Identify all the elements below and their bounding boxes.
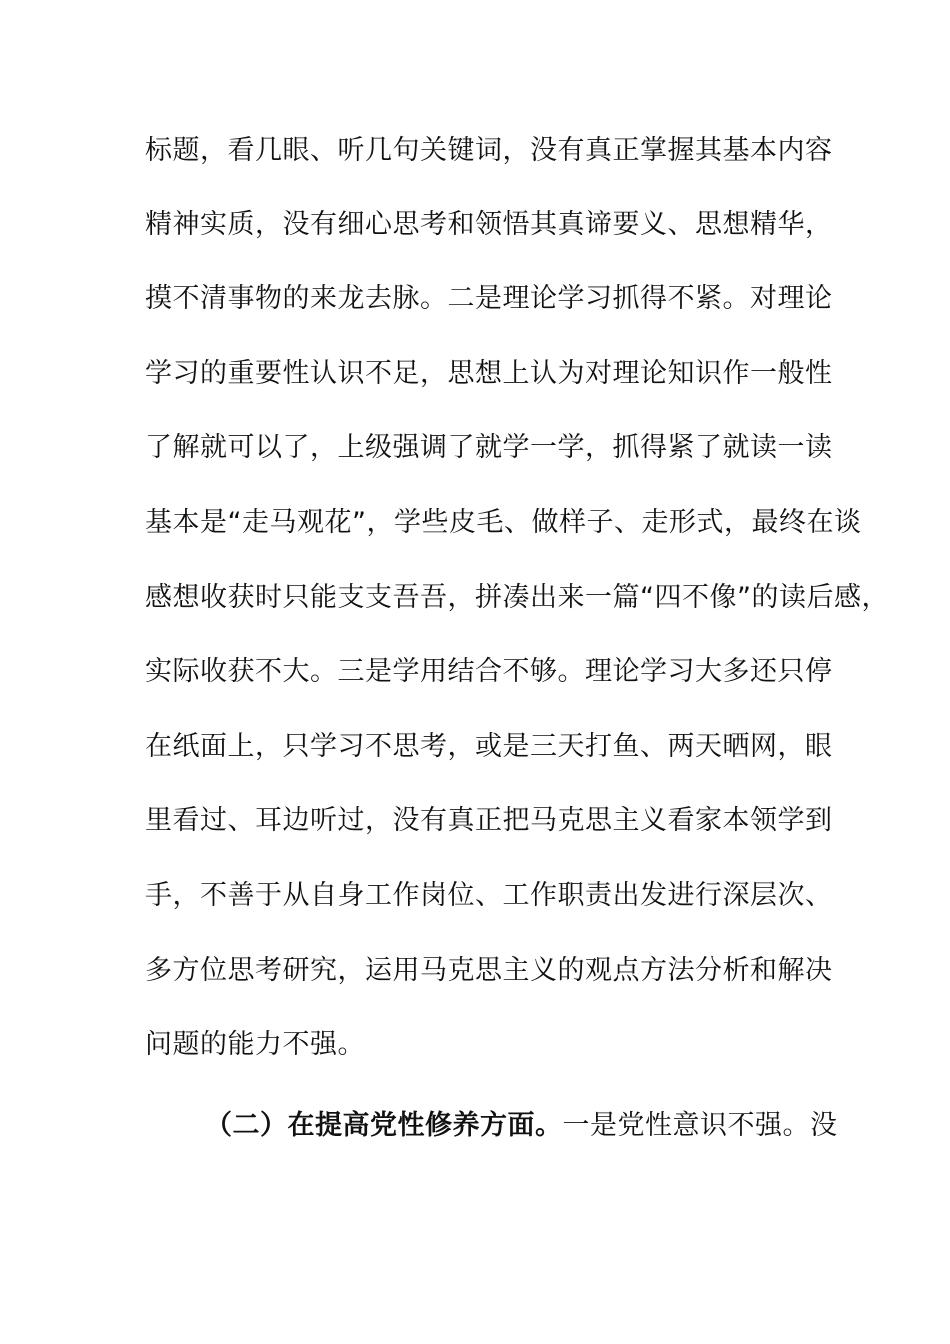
paragraph-line-4: 学习的重要性认识不足，思想上认为对理论知识作一般性	[145, 358, 833, 389]
section-heading: （二）在提高党性修养方面。	[205, 1110, 563, 1141]
section-heading-line	[205, 1108, 838, 1144]
paragraph-line-8: 实际收获不大。三是学用结合不够。理论学习大多还只停	[145, 656, 833, 687]
section-heading-text: 一是党性意识不强。没	[562, 1110, 838, 1141]
paragraph-line-9: 在纸面上，只学习不思考，或是三天打鱼、两天晒网，眼	[145, 731, 833, 762]
paragraph-line-12: 多方位思考研究，运用马克思主义的观点方法分析和解决	[145, 955, 833, 986]
paragraph-line-2: 精神实质，没有细心思考和领悟其真谛要义、思想精华，	[145, 209, 833, 240]
paragraph-line-13: 问题的能力不强。	[145, 1029, 365, 1060]
paragraph-line-5: 了解就可以了，上级强调了就学一学，抓得紧了就读一读	[145, 432, 833, 463]
paragraph-line-11: 手，不善于从自身工作岗位、工作职责出发进行深层次、	[145, 880, 833, 911]
paragraph-line-7: 感想收获时只能支支吾吾，拼凑出来一篇“四不像”的读后感，	[145, 582, 889, 613]
paragraph-line-6: 基本是“走马观花”，学些皮毛、做样子、走形式，最终在谈	[145, 507, 862, 538]
paragraph-line-1: 标题，看几眼、听几句关键词，没有真正掌握其基本内容	[145, 135, 833, 166]
paragraph-line-10: 里看过、耳边听过，没有真正把马克思主义看家本领学到	[145, 805, 833, 836]
paragraph-line-3: 摸不清事物的来龙去脉。二是理论学习抓得不紧。对理论	[145, 283, 833, 314]
